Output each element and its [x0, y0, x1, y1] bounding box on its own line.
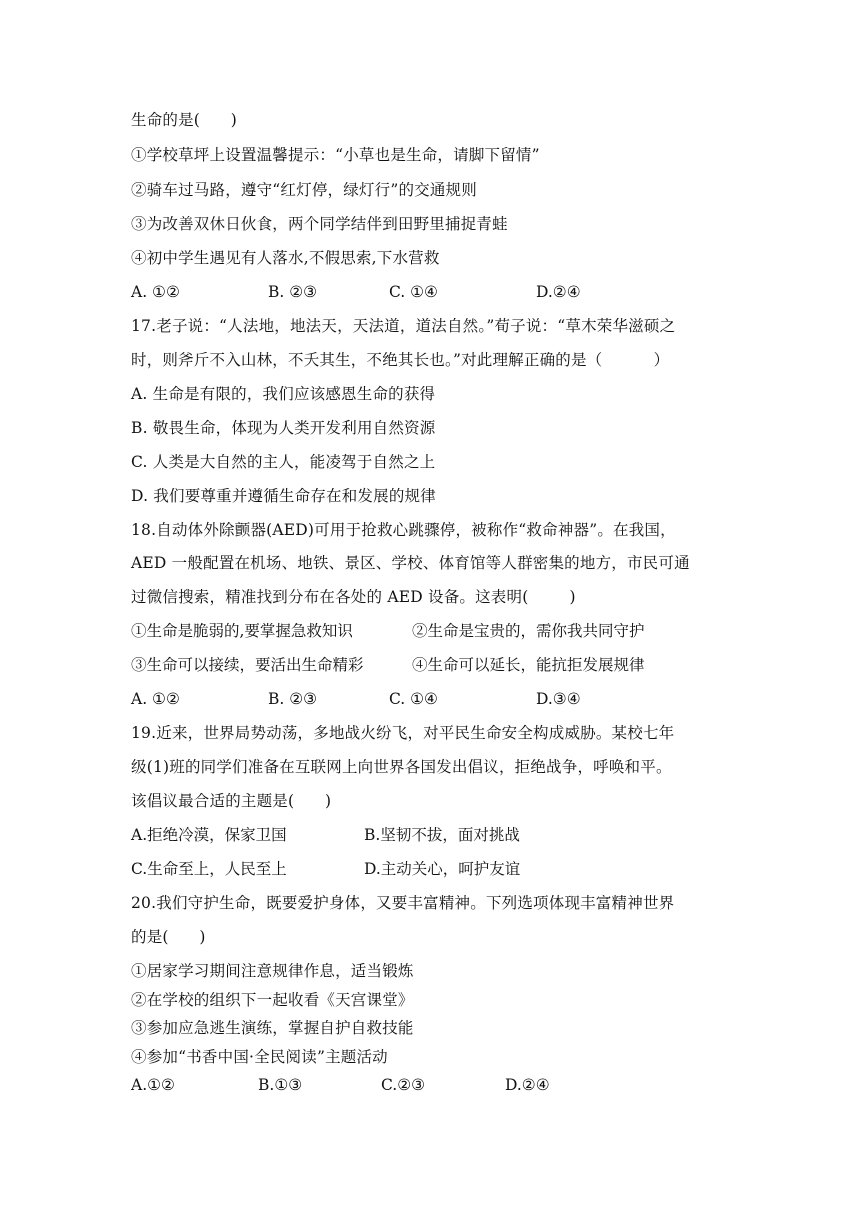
q16-item-1: ①学校草坪上设置温馨提示：“小草也是生命，请脚下留情”	[131, 146, 540, 164]
q19-option-b: B.坚韧不拔，面对挑战	[364, 826, 520, 844]
q20-item-3: ③参加应急逃生演练，掌握自护自救技能	[131, 1019, 414, 1037]
q17-option-a: A. 生命是有限的，我们应该感恩生命的获得	[131, 385, 436, 403]
q20-option-a: A.①②	[131, 1076, 175, 1094]
q18-item-4: ④生命可以延长，能抗拒发展规律	[412, 656, 645, 674]
q18-stem-line-3: 过微信搜索，精准找到分布在各处的 AED 设备。这表明( )	[131, 588, 576, 606]
q18-option-b: B. ②③	[268, 690, 318, 708]
q20-option-c: C.②③	[381, 1076, 426, 1094]
q16-option-b: B. ②③	[268, 283, 318, 301]
q20-item-1: ①居家学习期间注意规律作息，适当锻炼	[131, 962, 414, 980]
q19-option-d: D.主动关心，呵护友谊	[364, 860, 521, 878]
q18-option-c: C. ①④	[389, 690, 438, 708]
q18-item-1: ①生命是脆弱的,要掌握急救知识	[131, 622, 353, 640]
q18-option-d: D.③④	[536, 690, 581, 708]
q18-stem-line-1: 18.自动体外除颤器(AED)可用于抢救心跳骤停，被称作“救命神器”。在我国，	[131, 521, 676, 539]
q18-option-a: A. ①②	[131, 690, 180, 708]
q16-option-d: D.②④	[536, 283, 581, 301]
q16-item-2: ②骑车过马路，遵守“红灯停，绿灯行”的交通规则	[131, 181, 477, 199]
q17-stem-line-1: 17.老子说：“人法地，地法天，天法道，道法自然。”荀子说：“草木荣华滋硕之	[131, 317, 676, 335]
q20-option-d: D.②④	[505, 1076, 550, 1094]
q20-option-b: B.①③	[258, 1076, 303, 1094]
q20-item-2: ②在学校的组织下一起收看《天宫课堂》	[131, 991, 414, 1009]
q16-option-a: A. ①②	[131, 283, 180, 301]
q18-item-3: ③生命可以接续，要活出生命精彩	[131, 656, 364, 674]
q16-item-4: ④初中学生遇见有人落水,不假思索,下水营救	[131, 249, 440, 267]
q17-option-c: C. 人类是大自然的主人，能凌驾于自然之上	[131, 453, 436, 471]
q20-item-4: ④参加“书香中国·全民阅读”主题活动	[131, 1048, 388, 1066]
q16-option-c: C. ①④	[389, 283, 438, 301]
q17-stem-line-2: 时，则斧斤不入山林，不夭其生，不绝其长也。”对此理解正确的是（ ）	[131, 351, 670, 369]
q20-stem-line-2: 的是( )	[131, 928, 206, 946]
q18-stem-line-2: AED 一般配置在机场、地铁、景区、学校、体育馆等人群密集的地方，市民可通	[131, 554, 690, 572]
q17-option-b: B. 敬畏生命，体现为人类开发利用自然资源	[131, 419, 436, 437]
q19-stem-line-3: 该倡议最合适的主题是( )	[131, 792, 332, 810]
q16-item-3: ③为改善双休日伙食，两个同学结伴到田野里捕捉青蛙	[131, 215, 508, 233]
q16-stem-tail: 生命的是( )	[131, 111, 238, 129]
q19-stem-line-2: 级(1)班的同学们准备在互联网上向世界各国发出倡议，拒绝战争，呼唤和平。	[131, 758, 672, 776]
q17-option-d: D. 我们要尊重并遵循生命存在和发展的规律	[131, 487, 436, 505]
q20-stem-line-1: 20.我们守护生命，既要爱护身体，又要丰富精神。下列选项体现丰富精神世界	[131, 894, 675, 912]
q19-stem-line-1: 19.近来，世界局势动荡，多地战火纷飞，对平民生命安全构成威胁。某校七年	[131, 724, 675, 742]
q19-option-c: C.生命至上，人民至上	[131, 860, 287, 878]
q19-option-a: A.拒绝冷漠，保家卫国	[131, 826, 287, 844]
q18-item-2: ②生命是宝贵的，需你我共同守护	[412, 622, 645, 640]
